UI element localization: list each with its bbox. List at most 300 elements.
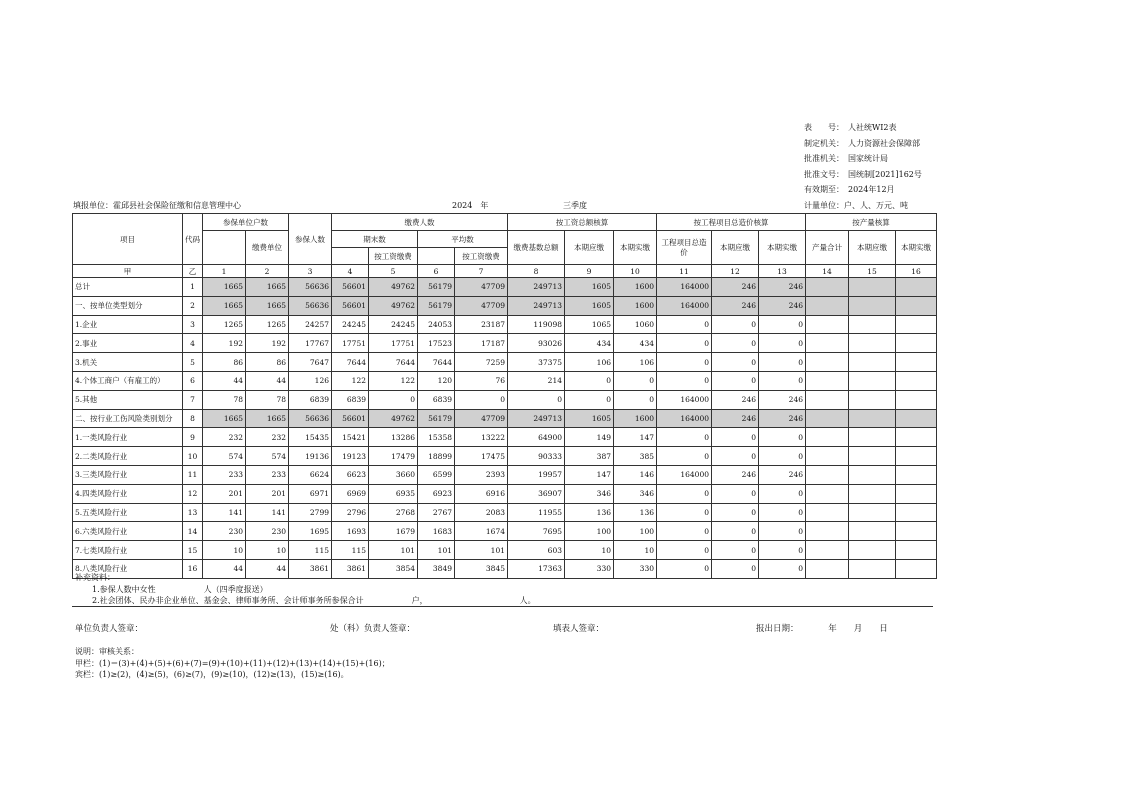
table-row — [73, 334, 937, 353]
table-cell: 232 — [203, 428, 246, 447]
table-cell: 2083 — [455, 503, 508, 522]
table-cell: 1695 — [289, 522, 332, 541]
table-cell: 246 — [759, 278, 806, 297]
table-cell: 330 — [614, 559, 657, 578]
table-cell: 0 — [369, 390, 418, 409]
form-metadata — [804, 120, 922, 198]
table-cell: 7644 — [418, 353, 455, 372]
table-cell: 6839 — [332, 390, 369, 409]
row-label: 5.五类风险行业 — [73, 503, 183, 522]
table-cell: 106 — [565, 353, 614, 372]
table-cell: 146 — [614, 465, 657, 484]
row-code: 16 — [183, 559, 203, 578]
table-cell: 0 — [657, 447, 712, 466]
table-cell — [806, 409, 849, 428]
report-quarter: 三季度 — [563, 201, 587, 210]
table-cell: 192 — [203, 334, 246, 353]
table-cell: 147 — [614, 428, 657, 447]
table-cell: 106 — [614, 353, 657, 372]
meta-row — [804, 136, 922, 152]
table-cell: 0 — [657, 353, 712, 372]
table-cell — [896, 428, 937, 447]
table-cell: 6971 — [289, 484, 332, 503]
table-cell: 44 — [203, 371, 246, 390]
table-row — [73, 522, 937, 541]
table-row — [73, 447, 937, 466]
table-cell — [849, 334, 896, 353]
row-label: 7.七类风险行业 — [73, 541, 183, 560]
column-index: 7 — [455, 265, 508, 278]
notes-line: 甲栏：(1)＝(3)+(4)+(5)+(6)+(7)=(9)+(10)+(11)+(12)+(13)+(14)+(15)+(16)； — [75, 658, 390, 668]
table-cell: 3861 — [332, 559, 369, 578]
table-row — [73, 390, 937, 409]
table-cell — [849, 465, 896, 484]
table-cell: 17523 — [418, 334, 455, 353]
notes-line: 宾栏：(1)≥(2)，(4)≥(5)，(6)≥(7)，(9)≥(10)，(12)≥(13)，(15)≥(16)。 — [75, 670, 349, 679]
table-cell: 56636 — [289, 278, 332, 297]
header-insured-people: 参保人数 — [289, 214, 332, 265]
table-cell: 3660 — [369, 465, 418, 484]
table-cell — [849, 541, 896, 560]
table-cell — [806, 278, 849, 297]
table-cell: 7644 — [332, 353, 369, 372]
table-cell: 90333 — [508, 447, 565, 466]
table-row — [73, 296, 937, 315]
supplement-title: 补充资料： — [75, 573, 115, 582]
table-cell: 93026 — [508, 334, 565, 353]
table-cell: 346 — [614, 484, 657, 503]
row-code: 6 — [183, 371, 203, 390]
table-cell: 101 — [455, 541, 508, 560]
column-index: 1 — [203, 265, 246, 278]
table-cell: 1665 — [246, 296, 289, 315]
table-cell: 1605 — [565, 296, 614, 315]
row-label: 3.机关 — [73, 353, 183, 372]
meta-value: 人力资源社会保障部 — [848, 138, 920, 148]
header-blank — [418, 248, 455, 265]
table-cell — [849, 371, 896, 390]
row-code: 8 — [183, 409, 203, 428]
table-cell: 249713 — [508, 278, 565, 297]
filler-signature: 填表人签章： — [553, 624, 605, 634]
row-label: 4.个体工商户（有雇工的） — [73, 371, 183, 390]
table-cell: 0 — [759, 447, 806, 466]
reporting-unit: 填报单位：霍邱县社会保险征缴和信息管理中心 — [73, 201, 241, 210]
meta-row — [804, 167, 922, 183]
header-code: 代码 — [183, 214, 203, 265]
table-cell: 1683 — [418, 522, 455, 541]
header-paying-units: 缴费单位 — [246, 231, 289, 265]
table-cell: 0 — [712, 484, 759, 503]
row-code: 13 — [183, 503, 203, 522]
header-due: 本期应缴 — [712, 231, 759, 265]
table-cell: 6916 — [455, 484, 508, 503]
header-paying-people: 缴费人数 — [332, 214, 508, 231]
table-cell — [896, 315, 937, 334]
table-cell: 6839 — [289, 390, 332, 409]
table-cell: 56601 — [332, 278, 369, 297]
table-cell: 246 — [759, 390, 806, 409]
table-cell — [806, 371, 849, 390]
table-cell: 0 — [759, 371, 806, 390]
meta-key: 批准文号： — [804, 169, 844, 179]
column-index: 10 — [614, 265, 657, 278]
table-cell: 7644 — [369, 353, 418, 372]
row-code: 14 — [183, 522, 203, 541]
notes-title: 说明：审核关系： — [75, 647, 139, 656]
row-label: 总计 — [73, 278, 183, 297]
table-row — [73, 484, 937, 503]
table-cell: 17479 — [369, 447, 418, 466]
fill-info — [73, 200, 933, 212]
table-cell: 0 — [657, 334, 712, 353]
meta-key: 批准机关： — [804, 154, 844, 164]
column-index: 2 — [246, 265, 289, 278]
table-cell — [896, 296, 937, 315]
row-code: 1 — [183, 278, 203, 297]
table-cell: 2768 — [369, 503, 418, 522]
table-row — [73, 428, 937, 447]
table-cell — [896, 465, 937, 484]
table-cell: 47709 — [455, 409, 508, 428]
header-output-total: 按产量核算 — [806, 214, 937, 231]
column-index: 8 — [508, 265, 565, 278]
table-cell: 47709 — [455, 296, 508, 315]
table-cell: 17187 — [455, 334, 508, 353]
meta-value: 2024年12月 — [848, 185, 895, 195]
table-cell: 434 — [565, 334, 614, 353]
table-cell: 101 — [418, 541, 455, 560]
table-cell: 0 — [712, 447, 759, 466]
column-index-row — [73, 265, 937, 278]
table-cell: 17767 — [289, 334, 332, 353]
table-cell: 1665 — [203, 278, 246, 297]
table-row — [73, 409, 937, 428]
header-blank — [203, 231, 246, 265]
table-cell: 246 — [712, 465, 759, 484]
column-index: 14 — [806, 265, 849, 278]
meta-value: 国统制[2021]162号 — [848, 169, 922, 179]
meta-key: 制定机关： — [804, 138, 844, 148]
table-cell — [896, 371, 937, 390]
table-cell: 0 — [614, 390, 657, 409]
row-label: 5.其他 — [73, 390, 183, 409]
table-cell: 0 — [565, 390, 614, 409]
table-row — [73, 353, 937, 372]
table-cell: 0 — [759, 503, 806, 522]
table-cell: 1265 — [203, 315, 246, 334]
table-cell: 1605 — [565, 278, 614, 297]
meta-key: 有效期至： — [804, 185, 844, 195]
column-index: 4 — [332, 265, 369, 278]
table-cell: 0 — [455, 390, 508, 409]
table-cell: 0 — [657, 559, 712, 578]
table-cell: 330 — [565, 559, 614, 578]
table-cell — [849, 353, 896, 372]
table-cell: 0 — [614, 371, 657, 390]
header-project-total: 按工程项目总造价核算 — [657, 214, 806, 231]
table-cell: 149 — [565, 428, 614, 447]
table-cell: 232 — [246, 428, 289, 447]
table-cell: 0 — [657, 371, 712, 390]
row-label: 1.一类风险行业 — [73, 428, 183, 447]
table-cell: 10 — [614, 541, 657, 560]
meta-row — [804, 151, 922, 167]
table-cell: 115 — [289, 541, 332, 560]
table-cell: 1679 — [369, 522, 418, 541]
table-cell: 56179 — [418, 296, 455, 315]
table-cell — [806, 296, 849, 315]
row-code: 5 — [183, 353, 203, 372]
table-cell: 78 — [203, 390, 246, 409]
table-row — [73, 541, 937, 560]
table-cell: 2767 — [418, 503, 455, 522]
table-cell: 17475 — [455, 447, 508, 466]
table-cell: 141 — [203, 503, 246, 522]
table-cell — [806, 353, 849, 372]
table-cell — [896, 390, 937, 409]
column-index: 3 — [289, 265, 332, 278]
table-cell: 56179 — [418, 278, 455, 297]
header-due: 本期应缴 — [849, 231, 896, 265]
data-body — [73, 278, 937, 579]
table-cell: 36907 — [508, 484, 565, 503]
table-cell: 13286 — [369, 428, 418, 447]
table-cell: 24245 — [369, 315, 418, 334]
table-cell: 246 — [759, 409, 806, 428]
table-cell: 0 — [712, 559, 759, 578]
column-index: 乙 — [183, 265, 203, 278]
table-cell: 574 — [203, 447, 246, 466]
row-code: 10 — [183, 447, 203, 466]
table-cell: 1693 — [332, 522, 369, 541]
table-cell: 2393 — [455, 465, 508, 484]
table-cell: 1665 — [246, 278, 289, 297]
table-cell: 126 — [289, 371, 332, 390]
table-cell: 56636 — [289, 409, 332, 428]
row-label: 4.四类风险行业 — [73, 484, 183, 503]
table-cell: 6839 — [418, 390, 455, 409]
header-output-sum: 产量合计 — [806, 231, 849, 265]
header-paid: 本期实缴 — [759, 231, 806, 265]
table-cell: 0 — [565, 371, 614, 390]
table-cell: 164000 — [657, 465, 712, 484]
supplement-line: 2.社会团体、民办非企业单位、基金会、律师事务所、会计师事务所参保合计 户， 人。 — [92, 596, 536, 605]
table-cell: 1674 — [455, 522, 508, 541]
header-wage-base: 缴费基数总额 — [508, 231, 565, 265]
table-cell: 18899 — [418, 447, 455, 466]
report-year: 2024 年 — [452, 201, 489, 210]
table-cell: 603 — [508, 541, 565, 560]
table-cell: 47709 — [455, 278, 508, 297]
dept-head-signature: 处（科）负责人签章： — [330, 624, 416, 634]
table-cell: 3845 — [455, 559, 508, 578]
table-cell: 574 — [246, 447, 289, 466]
header-project-cost: 工程项目总造价 — [657, 231, 712, 265]
column-index: 9 — [565, 265, 614, 278]
header-insured-units: 参保单位户数 — [203, 214, 289, 231]
table-cell — [896, 353, 937, 372]
column-index: 12 — [712, 265, 759, 278]
divider — [72, 606, 933, 607]
table-cell — [849, 296, 896, 315]
header-blank — [332, 248, 369, 265]
table-cell: 86 — [246, 353, 289, 372]
table-cell — [849, 278, 896, 297]
table-cell: 0 — [657, 484, 712, 503]
table-cell: 2799 — [289, 503, 332, 522]
table-cell — [896, 503, 937, 522]
table-cell: 246 — [759, 465, 806, 484]
column-index: 13 — [759, 265, 806, 278]
header-by-wage: 按工资缴费 — [369, 248, 418, 265]
table-cell: 15358 — [418, 428, 455, 447]
table-cell: 0 — [712, 315, 759, 334]
table-cell: 6935 — [369, 484, 418, 503]
table-cell: 1065 — [565, 315, 614, 334]
column-index: 11 — [657, 265, 712, 278]
table-cell: 201 — [203, 484, 246, 503]
table-cell: 1600 — [614, 278, 657, 297]
table-cell: 230 — [246, 522, 289, 541]
table-cell: 233 — [203, 465, 246, 484]
table-cell: 44 — [246, 559, 289, 578]
table-cell: 19136 — [289, 447, 332, 466]
table-cell: 19123 — [332, 447, 369, 466]
table-cell: 1600 — [614, 296, 657, 315]
table-cell: 246 — [712, 278, 759, 297]
table-cell: 119098 — [508, 315, 565, 334]
header-period-end: 期末数 — [332, 231, 418, 248]
table-cell: 13222 — [455, 428, 508, 447]
table-cell — [806, 522, 849, 541]
table-cell: 214 — [508, 371, 565, 390]
row-label: 6.六类风险行业 — [73, 522, 183, 541]
table-cell: 56179 — [418, 409, 455, 428]
table-cell — [806, 447, 849, 466]
table-cell: 387 — [565, 447, 614, 466]
row-code: 11 — [183, 465, 203, 484]
table-cell: 49762 — [369, 409, 418, 428]
header-due: 本期应缴 — [565, 231, 614, 265]
header-paid: 本期实缴 — [896, 231, 937, 265]
table-cell: 0 — [657, 541, 712, 560]
table-cell: 0 — [657, 522, 712, 541]
table-cell: 115 — [332, 541, 369, 560]
column-index: 甲 — [73, 265, 183, 278]
table-cell: 164000 — [657, 409, 712, 428]
table-cell: 11955 — [508, 503, 565, 522]
table-cell — [806, 541, 849, 560]
table-cell — [849, 315, 896, 334]
table-cell: 0 — [759, 522, 806, 541]
table-cell: 6969 — [332, 484, 369, 503]
table-cell: 78 — [246, 390, 289, 409]
table-cell: 0 — [759, 559, 806, 578]
table-cell: 164000 — [657, 278, 712, 297]
table-cell: 24245 — [332, 315, 369, 334]
row-code: 9 — [183, 428, 203, 447]
table-cell: 1665 — [246, 409, 289, 428]
table-cell: 15435 — [289, 428, 332, 447]
table-cell — [849, 428, 896, 447]
table-cell: 1060 — [614, 315, 657, 334]
table-cell: 0 — [712, 428, 759, 447]
table-cell — [849, 522, 896, 541]
table-cell: 0 — [712, 371, 759, 390]
table-cell: 56601 — [332, 409, 369, 428]
table-cell — [849, 484, 896, 503]
table-cell: 136 — [565, 503, 614, 522]
table-cell — [806, 390, 849, 409]
table-cell: 246 — [712, 296, 759, 315]
unit-head-signature: 单位负责人签章： — [75, 624, 144, 634]
table-cell: 0 — [759, 541, 806, 560]
table-cell — [806, 465, 849, 484]
table-cell: 6599 — [418, 465, 455, 484]
table-cell: 3861 — [289, 559, 332, 578]
table-cell — [896, 278, 937, 297]
table-cell — [806, 559, 849, 578]
table-cell: 6623 — [332, 465, 369, 484]
table-cell: 201 — [246, 484, 289, 503]
table-cell: 7647 — [289, 353, 332, 372]
table-cell: 23187 — [455, 315, 508, 334]
table-cell: 249713 — [508, 296, 565, 315]
table-cell: 0 — [657, 503, 712, 522]
table-cell: 100 — [614, 522, 657, 541]
header-wage-total: 按工资总额核算 — [508, 214, 657, 231]
table-cell: 17363 — [508, 559, 565, 578]
table-cell: 230 — [203, 522, 246, 541]
row-label: 3.三类风险行业 — [73, 465, 183, 484]
table-cell: 2796 — [332, 503, 369, 522]
meta-row — [804, 120, 922, 136]
table-cell — [849, 409, 896, 428]
measure-unit: 计量单位：户、人、万元、吨 — [804, 201, 908, 210]
table-cell: 10 — [203, 541, 246, 560]
table-cell: 0 — [712, 503, 759, 522]
table-cell: 0 — [712, 353, 759, 372]
row-code: 3 — [183, 315, 203, 334]
table-cell — [849, 559, 896, 578]
row-code: 7 — [183, 390, 203, 409]
meta-value: 人社统WI2表 — [848, 123, 897, 132]
table-cell: 246 — [712, 409, 759, 428]
table-cell — [896, 484, 937, 503]
table-cell: 49762 — [369, 296, 418, 315]
table-cell: 24257 — [289, 315, 332, 334]
notes — [75, 646, 390, 681]
table-cell — [806, 315, 849, 334]
table-cell: 192 — [246, 334, 289, 353]
header-row — [73, 214, 937, 231]
row-code: 15 — [183, 541, 203, 560]
report-table — [72, 213, 937, 579]
table-cell: 164000 — [657, 390, 712, 409]
table-cell: 0 — [759, 353, 806, 372]
table-cell — [896, 409, 937, 428]
table-cell: 233 — [246, 465, 289, 484]
row-label: 2.二类风险行业 — [73, 447, 183, 466]
row-code: 12 — [183, 484, 203, 503]
table-cell: 246 — [759, 296, 806, 315]
table-cell: 246 — [712, 390, 759, 409]
table-cell — [896, 541, 937, 560]
table-cell: 0 — [759, 315, 806, 334]
table-cell: 19957 — [508, 465, 565, 484]
table-row — [73, 315, 937, 334]
